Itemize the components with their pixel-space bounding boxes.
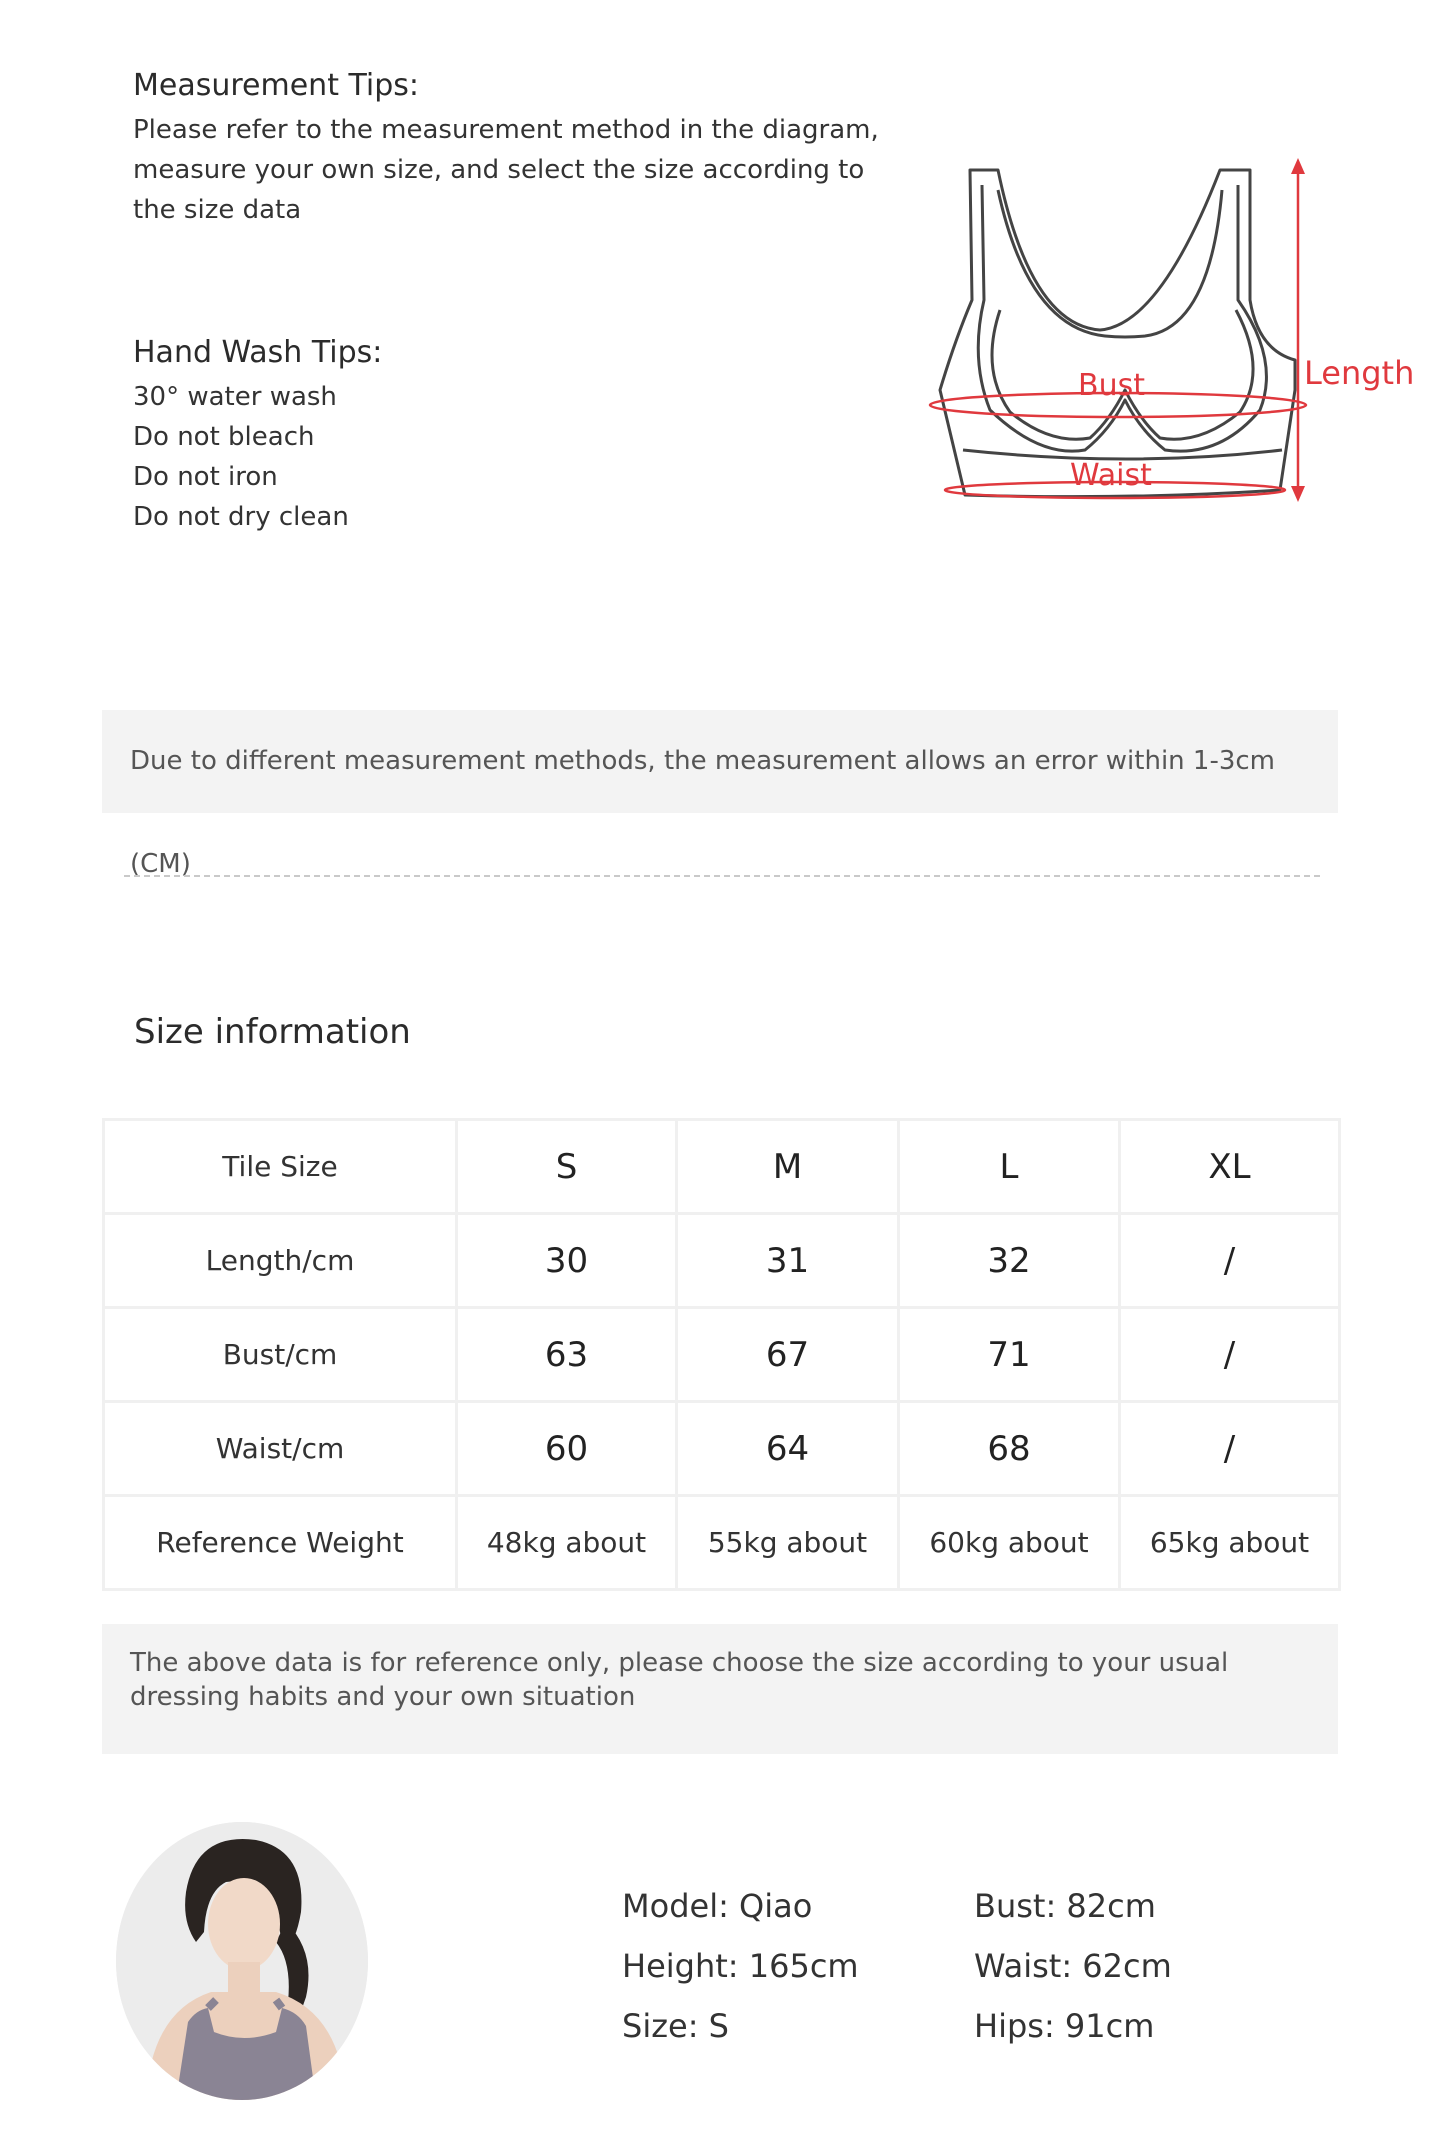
- table-cell: 68: [899, 1402, 1120, 1496]
- table-row: [104, 1214, 1340, 1308]
- measurement-tips-title: Measurement Tips:: [133, 68, 420, 103]
- table-row: [104, 1402, 1340, 1496]
- wash-tip-line: Do not iron: [133, 462, 278, 492]
- waist-label: Waist: [1070, 458, 1152, 493]
- table-header-cell: L: [899, 1120, 1120, 1214]
- table-header-row: [104, 1120, 1340, 1214]
- measurement-tip-line: the size data: [133, 195, 302, 225]
- section-divider: [124, 875, 1320, 877]
- table-header-cell: XL: [1120, 1120, 1340, 1214]
- measurement-tips-text: [133, 110, 879, 230]
- model-photo: [116, 1822, 368, 2100]
- table-cell: 31: [677, 1214, 899, 1308]
- model-height: Height: 165cm: [622, 1947, 859, 1985]
- table-cell: 63: [457, 1308, 677, 1402]
- model-waist: Waist: 62cm: [974, 1947, 1172, 1985]
- measurement-error-text: Due to different measurement methods, the measurement allows an error within 1-3cm (CM): [130, 746, 1276, 879]
- table-header-cell: S: [457, 1120, 677, 1214]
- table-cell: 30: [457, 1214, 677, 1308]
- measurement-tip-line: measure your own size, and select the size according to: [133, 155, 865, 185]
- table-cell: 60kg about: [899, 1496, 1120, 1590]
- reference-notice: [102, 1624, 1338, 1754]
- table-row: [104, 1308, 1340, 1402]
- table-cell: /: [1120, 1308, 1340, 1402]
- table-row: [104, 1496, 1340, 1590]
- table-cell: 65kg about: [1120, 1496, 1340, 1590]
- table-cell: 60: [457, 1402, 677, 1496]
- wash-tip-line: 30° water wash: [133, 382, 337, 412]
- bra-measurement-diagram: [900, 150, 1420, 520]
- table-row-label: Bust/cm: [104, 1308, 457, 1402]
- table-cell: 48kg about: [457, 1496, 677, 1590]
- hand-wash-tips-title: Hand Wash Tips:: [133, 335, 383, 370]
- table-cell: /: [1120, 1402, 1340, 1496]
- table-header-cell: Tile Size: [104, 1120, 457, 1214]
- model-size: Size: S: [622, 2007, 729, 2045]
- model-bust: Bust: 82cm: [974, 1887, 1156, 1925]
- bust-label: Bust: [1078, 368, 1145, 403]
- table-row-label: Reference Weight: [104, 1496, 457, 1590]
- table-header-cell: M: [677, 1120, 899, 1214]
- length-label: Length: [1304, 354, 1415, 392]
- wash-tip-line: Do not dry clean: [133, 502, 349, 532]
- table-cell: /: [1120, 1214, 1340, 1308]
- measurement-tip-line: Please refer to the measurement method in the diagram,: [133, 115, 879, 145]
- table-cell: 67: [677, 1308, 899, 1402]
- table-row-label: Length/cm: [104, 1214, 457, 1308]
- table-cell: 64: [677, 1402, 899, 1496]
- model-name: Model: Qiao: [622, 1887, 813, 1925]
- wash-tip-line: Do not bleach: [133, 422, 315, 452]
- model-hips: Hips: 91cm: [974, 2007, 1155, 2045]
- model-info-left: [622, 1876, 859, 2056]
- size-information-title: Size information: [134, 1012, 411, 1052]
- hand-wash-tips-list: [133, 377, 349, 537]
- table-cell: 55kg about: [677, 1496, 899, 1590]
- model-info-right: [974, 1876, 1172, 2056]
- table-cell: 32: [899, 1214, 1120, 1308]
- size-table: [102, 1118, 1341, 1591]
- table-cell: 71: [899, 1308, 1120, 1402]
- reference-notice-text: The above data is for reference only, please choose the size according to your usual dressing habits and your own situation: [130, 1648, 1229, 1712]
- model-avatar: [116, 1822, 368, 2100]
- measurement-error-notice: [102, 710, 1338, 879]
- table-row-label: Waist/cm: [104, 1402, 457, 1496]
